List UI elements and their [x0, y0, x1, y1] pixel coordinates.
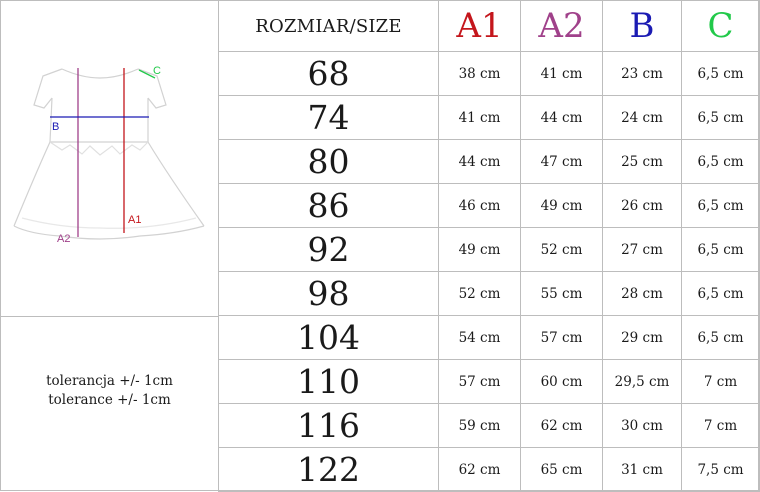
c-cell: 6,5 cm	[682, 96, 760, 140]
a2-label: A2	[57, 233, 71, 245]
b-label: B	[52, 121, 60, 133]
b-cell: 28 cm	[603, 272, 682, 316]
a1-cell: 44 cm	[439, 140, 521, 184]
a2-cell: 49 cm	[521, 184, 603, 228]
a2-cell: 62 cm	[521, 404, 603, 448]
c-cell: 7 cm	[682, 404, 760, 448]
c-cell: 6,5 cm	[682, 228, 760, 272]
table-row	[219, 316, 760, 360]
c-cell: 7 cm	[682, 360, 760, 404]
b-cell: 25 cm	[603, 140, 682, 184]
c-cell: 6,5 cm	[682, 184, 760, 228]
table-row	[219, 272, 760, 316]
a1-cell: 57 cm	[439, 360, 521, 404]
c-cell: 6,5 cm	[682, 140, 760, 184]
b-cell: 29 cm	[603, 316, 682, 360]
b-cell: 30 cm	[603, 404, 682, 448]
header-size: ROZMIAR/SIZE	[219, 1, 439, 52]
c-cell: 6,5 cm	[682, 52, 760, 96]
header-a2: A2	[521, 1, 603, 52]
left-divider	[0, 316, 219, 317]
dress-outline	[14, 69, 204, 239]
b-cell: 26 cm	[603, 184, 682, 228]
a1-cell: 54 cm	[439, 316, 521, 360]
a2-cell: 65 cm	[521, 448, 603, 492]
a1-cell: 41 cm	[439, 96, 521, 140]
diagram-panel	[0, 0, 219, 491]
header-c: C	[682, 1, 760, 52]
a2-cell: 60 cm	[521, 360, 603, 404]
tolerance-en: tolerance +/- 1cm	[48, 392, 171, 408]
a2-cell: 57 cm	[521, 316, 603, 360]
c-cell: 6,5 cm	[682, 272, 760, 316]
a1-cell: 38 cm	[439, 52, 521, 96]
size-cell: 104	[219, 316, 439, 360]
header-a1: A1	[439, 1, 521, 52]
size-cell: 122	[219, 448, 439, 492]
size-cell: 98	[219, 272, 439, 316]
a1-cell: 49 cm	[439, 228, 521, 272]
table-row	[219, 140, 760, 184]
c-cell: 6,5 cm	[682, 316, 760, 360]
a2-cell: 41 cm	[521, 52, 603, 96]
a1-cell: 59 cm	[439, 404, 521, 448]
a2-cell: 44 cm	[521, 96, 603, 140]
size-cell: 74	[219, 96, 439, 140]
a1-cell: 46 cm	[439, 184, 521, 228]
size-cell: 86	[219, 184, 439, 228]
size-cell: 80	[219, 140, 439, 184]
tolerance-note	[0, 372, 219, 410]
table-row	[219, 448, 760, 492]
b-cell: 31 cm	[603, 448, 682, 492]
c-label: C	[153, 65, 161, 77]
table-row	[219, 360, 760, 404]
table-row	[219, 228, 760, 272]
header-b: B	[603, 1, 682, 52]
b-cell: 23 cm	[603, 52, 682, 96]
a1-cell: 52 cm	[439, 272, 521, 316]
b-cell: 24 cm	[603, 96, 682, 140]
tolerance-pl: tolerancja +/- 1cm	[46, 373, 173, 389]
header-row	[219, 1, 760, 52]
table-row	[219, 96, 760, 140]
b-cell: 29,5 cm	[603, 360, 682, 404]
size-cell: 68	[219, 52, 439, 96]
table-row	[219, 184, 760, 228]
a2-cell: 52 cm	[521, 228, 603, 272]
dress-diagram	[0, 50, 219, 250]
size-cell: 110	[219, 360, 439, 404]
a2-cell: 47 cm	[521, 140, 603, 184]
table-row	[219, 404, 760, 448]
a1-cell: 62 cm	[439, 448, 521, 492]
size-table	[218, 0, 760, 492]
b-cell: 27 cm	[603, 228, 682, 272]
c-cell: 7,5 cm	[682, 448, 760, 492]
a2-cell: 55 cm	[521, 272, 603, 316]
size-cell: 116	[219, 404, 439, 448]
size-cell: 92	[219, 228, 439, 272]
a1-label: A1	[128, 214, 142, 226]
table-row	[219, 52, 760, 96]
